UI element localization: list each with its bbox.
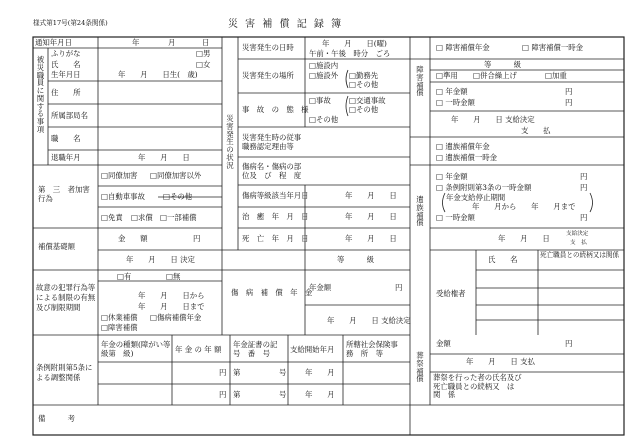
notice-year: 年 <box>132 38 140 47</box>
opt-other[interactable]: □その他 <box>163 192 193 201</box>
survivor-suspend-period: 年 月から 年 月まで <box>472 202 576 211</box>
disability-pension-amount[interactable]: □ 年金額 <box>436 87 468 96</box>
base-amount-yen: 円 <box>193 234 201 243</box>
remarks-label: 備 考 <box>38 414 75 423</box>
opt-partial[interactable]: □一部補償 <box>160 213 197 222</box>
survivor-pension-amount[interactable]: □ 年金額 <box>436 172 468 181</box>
survivor-lump-yen: 円 <box>580 213 588 222</box>
recipient-name-col: 氏 名 <box>488 255 518 264</box>
injury-label: 傷病名・傷病の部位及 び 程 度 <box>242 162 302 180</box>
job-cert-label: 災害発生時の従事職務認定理由等 <box>242 133 302 151</box>
funeral-paid: 年 月 日 支払 <box>466 357 535 366</box>
injury-pension-decided: 年 月 日 支給決定 <box>327 316 411 325</box>
recipient-relation-col: 死亡職員との続柄又は関係 <box>540 251 620 259</box>
adj-row2-no: 第 <box>233 390 241 399</box>
mode-opt-other-inner[interactable]: □その他 <box>349 105 379 114</box>
name-label: 氏 名 <box>51 60 81 69</box>
disability-lump-yen: 円 <box>565 98 573 107</box>
injury-pension-label: 傷 病 補 償 年 金 <box>231 288 313 297</box>
opt-claim[interactable]: □求償 <box>131 213 153 222</box>
survivor-opt-lump[interactable]: □ 遺族補償一時金 <box>436 153 498 162</box>
funeral-amount-label: 金額 <box>436 339 451 348</box>
adj-col-type: 年金の種類(障がい等級第 級) <box>101 340 171 358</box>
place-opt-other[interactable]: □その他 <box>349 80 379 89</box>
adj-col-amount: 年 金 の 年 額 <box>175 345 222 354</box>
survivor-opt-pension[interactable]: □ 遺族補償年金 <box>436 142 490 151</box>
survivor-art3[interactable]: □ 条例附則第3条の一時金額 <box>436 183 532 192</box>
death-date-value: 年 月 日 <box>345 234 397 243</box>
survivor-art3-yen: 円 <box>580 183 588 192</box>
survivor-lump-amount[interactable]: □ 一時金額 <box>436 213 475 222</box>
adj-col-start: 支給開始年月 <box>290 345 335 354</box>
grade-opt-add[interactable]: □加重 <box>545 71 567 80</box>
disability-lump-amount[interactable]: □ 一時金額 <box>436 98 475 107</box>
mode-label: 事 故 の 態 様 <box>242 105 309 114</box>
notice-date-label: 通知年月日 <box>35 38 72 47</box>
survivor-suspend-label: 年金支給停止期間 <box>446 193 506 202</box>
cure-date-value: 年 月 日 <box>345 212 397 221</box>
birth-label: 生年月日 <box>51 70 81 79</box>
disability-pension-yen: 円 <box>565 87 573 96</box>
cure-date-label: 治 癒 年 月 日 <box>242 212 309 221</box>
injury-pension-amount: 年金額 <box>309 283 332 292</box>
funeral-section-label: 葬 祭 補 償 <box>416 351 424 384</box>
adj-row2-ym: 年 月 <box>305 390 335 399</box>
mode-opt-other[interactable]: □その他 <box>309 115 339 124</box>
dept-label: 所属部局名 <box>51 111 88 120</box>
disaster-section-label: 災 害 発 生 の 状 況 <box>226 114 234 170</box>
grade-opt-apply[interactable]: □準用 <box>436 71 458 80</box>
restriction-injury-pension[interactable]: □傷病補償年金 <box>150 313 202 322</box>
survivor-paid-small: 支 払 <box>570 240 587 246</box>
furigana-label: ふりがな <box>51 49 81 58</box>
opt-car[interactable]: □自動車事故 <box>101 192 145 201</box>
place-opt-outside[interactable]: □施設外 <box>309 71 339 80</box>
rating-date-value: 年 月 日 <box>345 191 397 200</box>
recipient-label: 受給権者 <box>436 289 466 298</box>
female-checkbox[interactable]: □女 <box>196 60 211 69</box>
restriction-from: 年 月 日から <box>138 291 205 300</box>
adj-row2-yen: 円 <box>219 390 227 399</box>
adjustment-label: 条例附則第5条による調整関係 <box>36 363 93 383</box>
base-amount-label: 補償基礎額 <box>38 242 75 251</box>
restriction-leave[interactable]: □休業補償 <box>101 313 138 322</box>
restriction-no[interactable]: □無 <box>166 272 181 281</box>
disability-opt-lump[interactable]: □ 障害補償一時金 <box>522 43 584 52</box>
form-title: 災 害 補 償 記 録 簿 <box>228 19 344 30</box>
datetime-ampm: 午前・午後 時分 ごろ <box>309 49 391 58</box>
place-opt-inside[interactable]: □施設内 <box>309 61 339 70</box>
restriction-to: 年 月 日まで <box>138 302 205 311</box>
notice-day: 日 <box>202 38 210 47</box>
adj-row1-yen: 円 <box>219 368 227 377</box>
funeral-performer-label: 葬祭を行った者の氏名及び死亡職員との続柄又 は 関 係 <box>433 373 522 400</box>
mode-opt-traffic[interactable]: □交通事故 <box>349 96 386 105</box>
adj-col-office: 所轄社会保険事 務 所 等 <box>346 340 406 358</box>
disability-section-label: 障 害 補 償 <box>416 65 424 98</box>
place-label: 災害発生の場所 <box>242 71 294 80</box>
base-amount-amount: 金 額 <box>118 234 148 243</box>
third-party-label: 第 三 者加害行為 <box>38 185 90 203</box>
survivor-decided-date: 年 月 日 <box>498 234 550 243</box>
datetime-label: 災害発生の日時 <box>242 43 294 52</box>
male-checkbox[interactable]: □男 <box>196 49 211 58</box>
survivor-section-label: 遺 族 補 償 <box>416 195 424 228</box>
adj-row2-go: 号 <box>279 390 287 399</box>
disability-paid: 支 払 <box>521 126 551 135</box>
victim-section-label: 被 災 職 員 に 関 す る 事 項 <box>36 55 45 134</box>
adj-row1-go: 号 <box>279 368 287 377</box>
job-label: 職 名 <box>51 134 81 143</box>
injury-pension-yen: 円 <box>395 283 403 292</box>
mode-opt-accident[interactable]: □事故 <box>309 96 331 105</box>
disability-opt-pension[interactable]: □ 障害補償年金 <box>436 43 490 52</box>
address-label: 住 所 <box>51 88 81 97</box>
adj-row1-no: 第 <box>233 368 241 377</box>
opt-colleague[interactable]: □同僚加害 <box>101 171 138 180</box>
notice-month: 月 <box>168 38 176 47</box>
base-amount-decided: 年 月 日 決定 <box>126 255 195 264</box>
survivor-pension-yen: 円 <box>580 172 588 181</box>
retire-value: 年 月 日 <box>138 153 190 162</box>
form-number: 様式第17号(第24条関係) <box>33 19 108 27</box>
survivor-decided-small: 支給決定 <box>566 231 589 237</box>
restriction-label: 故意の犯罪行為等による制限の有無及び制限期間 <box>36 283 96 312</box>
adj-row1-ym: 年 月 <box>305 368 335 377</box>
disability-grade-label: 等 級 <box>484 60 521 69</box>
birth-value: 年 月 日生( 歳) <box>118 70 198 79</box>
datetime-value: 年 月 日(曜) <box>322 39 387 48</box>
retire-label: 退職年月 <box>51 153 81 162</box>
grade-opt-merge[interactable]: □併合繰上げ <box>473 71 517 80</box>
place-opt-work[interactable]: □勤務先 <box>349 71 379 80</box>
rating-date-label: 傷病等級該当年月日 <box>242 191 309 200</box>
adj-col-cert: 年金証書の記 号 番 号 <box>233 340 285 358</box>
opt-non-colleague[interactable]: □同僚加害以外 <box>150 171 202 180</box>
funeral-yen: 円 <box>565 339 573 348</box>
disability-decided: 年 月 日 支給決定 <box>451 115 535 124</box>
restriction-disability[interactable]: □障害補償 <box>101 323 138 332</box>
restriction-yes[interactable]: □有 <box>117 272 132 281</box>
injury-pension-grade: 等 級 <box>337 255 374 264</box>
death-date-label: 死 亡 年 月 日 <box>242 234 309 243</box>
opt-exempt[interactable]: □免責 <box>101 213 123 222</box>
